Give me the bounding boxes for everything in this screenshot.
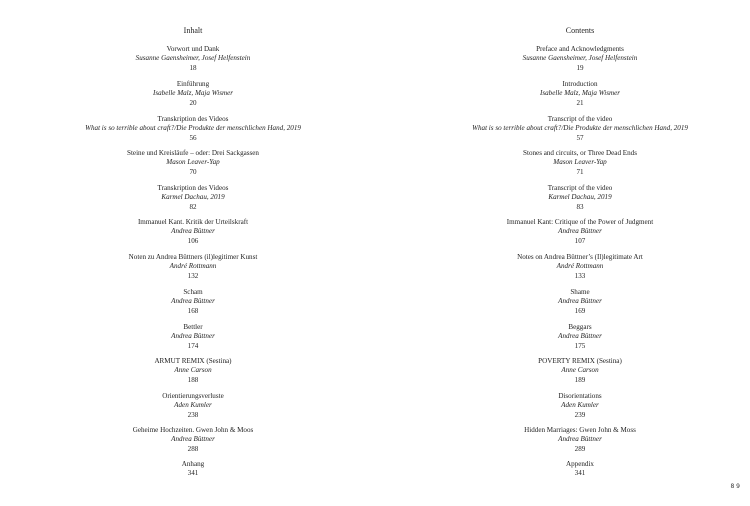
entry-author: Andrea Büttner <box>171 435 215 444</box>
entry-page-number: 71 <box>576 167 584 176</box>
entry-author: Anne Carson <box>174 366 212 375</box>
entry-author: Andrea Büttner <box>558 332 602 341</box>
toc-entry <box>43 149 343 177</box>
entry-page-number: 175 <box>574 341 586 350</box>
entry-title: Transkription des Videos <box>157 184 229 192</box>
toc-entry <box>430 184 730 212</box>
toc-entry <box>430 288 730 316</box>
entry-author: Andrea Büttner <box>558 435 602 444</box>
entry-page-number: 18 <box>189 63 197 72</box>
toc-entry <box>430 149 730 177</box>
entry-author: Karmel Dachau, 2019 <box>161 193 225 202</box>
entry-title: Immanuel Kant: Critique of the Power of Judgment <box>506 218 654 226</box>
toc-entry <box>430 115 730 143</box>
entry-title: Geheime Hochzeiten. Gwen John & Moos <box>132 426 254 434</box>
entry-title: Steine und Kreisläufe – oder: Drei Sackgassen <box>127 149 259 157</box>
entry-author: Susanne Gaensheimer, Josef Helfenstein <box>135 54 251 63</box>
entry-page-number: 56 <box>189 133 197 142</box>
entry-page-number: 82 <box>189 202 197 211</box>
entry-title: Immanuel Kant. Kritik der Urteilskraft <box>137 218 249 226</box>
entry-author: What is so terrible about craft?/Die Produkte der menschlichen Hand, 2019 <box>472 124 688 133</box>
entry-page-number: 188 <box>187 375 199 384</box>
entry-title: Beggars <box>568 323 592 331</box>
entry-title: Hidden Marriages: Gwen John & Moss <box>524 426 636 434</box>
entry-page-number: 341 <box>574 469 586 478</box>
entry-title: Noten zu Andrea Büttners (il)legitimer Kunst <box>128 253 258 261</box>
entry-author: Aden Kumler <box>561 401 599 410</box>
entry-page-number: 169 <box>574 306 586 315</box>
entry-author: Mason Leaver-Yap <box>166 158 220 167</box>
entry-page-number: 238 <box>187 410 199 419</box>
entry-title: Transkription des Videos <box>157 115 229 123</box>
entry-author: Mason Leaver-Yap <box>553 158 607 167</box>
entry-page-number: 289 <box>574 444 586 453</box>
entry-page-number: 288 <box>187 444 199 453</box>
entry-title: Orientierungsverluste <box>162 392 224 400</box>
entry-author: Andrea Büttner <box>558 227 602 236</box>
entry-author: Andrea Büttner <box>558 297 602 306</box>
toc-entry <box>430 392 730 420</box>
entry-title: Notes on Andrea Büttner’s (Il)legitimate Art <box>517 253 643 261</box>
toc-entry <box>430 426 730 454</box>
entry-title: Appendix <box>566 460 594 468</box>
toc-entry <box>43 392 343 420</box>
entry-page-number: 189 <box>574 375 586 384</box>
contents-heading-en: Contents <box>565 26 595 35</box>
entry-page-number: 106 <box>187 236 199 245</box>
toc-entry <box>43 460 343 479</box>
entry-title: Preface and Acknowledgments <box>536 45 624 53</box>
entry-page-number: 21 <box>576 98 584 107</box>
toc-entry <box>43 45 343 73</box>
toc-entry <box>43 288 343 316</box>
toc-entry <box>43 115 343 143</box>
toc-entry <box>430 45 730 73</box>
toc-entry <box>43 323 343 351</box>
entry-author: Anne Carson <box>561 366 599 375</box>
toc-entry <box>43 357 343 385</box>
entry-page-number: 107 <box>574 236 586 245</box>
toc-entry <box>430 357 730 385</box>
entry-page-number: 83 <box>576 202 584 211</box>
entry-page-number: 174 <box>187 341 199 350</box>
entry-page-number: 168 <box>187 306 199 315</box>
entry-title: Transcript of the video <box>547 115 613 123</box>
entry-title: Einführung <box>176 80 210 88</box>
entry-author: Karmel Dachau, 2019 <box>548 193 612 202</box>
entry-title: Anhang <box>181 460 205 468</box>
entry-page-number: 132 <box>187 271 199 280</box>
entry-author: Andrea Büttner <box>171 227 215 236</box>
entry-author: Andrea Büttner <box>171 332 215 341</box>
toc-entry <box>43 253 343 281</box>
entry-title: Shame <box>570 288 590 296</box>
toc-entry <box>430 323 730 351</box>
entry-page-number: 20 <box>189 98 197 107</box>
entry-author: Aden Kumler <box>174 401 212 410</box>
entry-author: André Rottmann <box>556 262 604 271</box>
entry-page-number: 70 <box>189 167 197 176</box>
entry-title: Stones and circuits, or Three Dead Ends <box>523 149 637 157</box>
toc-entry <box>430 80 730 108</box>
entry-title: Transcript of the video <box>547 184 613 192</box>
entry-author: Andrea Büttner <box>171 297 215 306</box>
entry-page-number: 133 <box>574 271 586 280</box>
toc-entry <box>43 218 343 246</box>
toc-entry <box>430 253 730 281</box>
entry-page-number: 239 <box>574 410 586 419</box>
entry-title: POVERTY REMIX (Sestina) <box>538 357 622 365</box>
toc-entry <box>430 218 730 246</box>
entry-page-number: 341 <box>187 469 199 478</box>
entry-title: Introduction <box>562 80 598 88</box>
entry-author: André Rottmann <box>169 262 217 271</box>
right-page <box>375 0 750 506</box>
contents-heading-de: Inhalt <box>183 26 203 35</box>
entry-author: What is so terrible about craft?/Die Produkte der menschlichen Hand, 2019 <box>85 124 301 133</box>
entry-title: Vorwort und Dank <box>166 45 220 53</box>
entry-author: Isabelle Malz, Maja Wismer <box>540 89 620 98</box>
entry-title: Disorientations <box>558 392 602 400</box>
toc-entry <box>43 184 343 212</box>
entry-title: ARMUT REMIX (Sestina) <box>154 357 232 365</box>
toc-entry <box>43 426 343 454</box>
entry-author: Susanne Gaensheimer, Josef Helfenstein <box>522 54 638 63</box>
toc-entry <box>43 80 343 108</box>
entry-author: Isabelle Malz, Maja Wismer <box>153 89 233 98</box>
entry-title: Bettler <box>183 323 203 331</box>
entry-page-number: 57 <box>576 133 584 142</box>
toc-entry <box>430 460 730 479</box>
page-corner-mark: 8 9 <box>730 483 740 490</box>
entry-page-number: 19 <box>576 63 584 72</box>
entry-title: Scham <box>183 288 203 296</box>
